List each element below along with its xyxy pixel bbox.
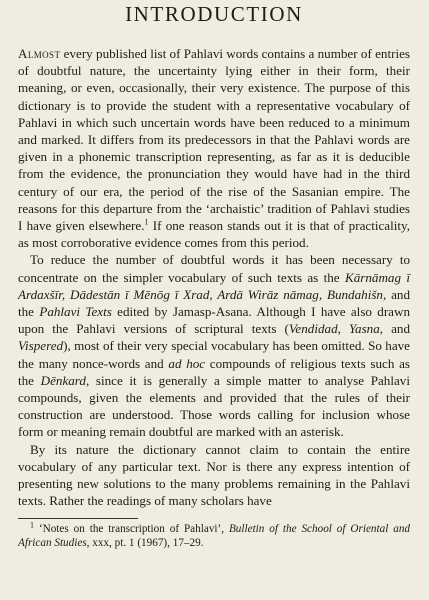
chapter-title: INTRODUCTION xyxy=(125,2,303,26)
paragraph-2 xyxy=(18,251,410,440)
paragraph-2-text: edited by Jamasp-Asana. Although I have also drawn upon the Pahlavi versions of scriptural texts ( xyxy=(18,304,410,337)
journal-title: Bulletin of the School of Oriental and African Studies xyxy=(18,523,411,550)
text-title: Vispered xyxy=(18,338,64,354)
paragraph-1-text-a: every published list of Pahlavi words contains a number of entries of doubtful nature, the uncertainty lying either in their form, their meaning, or even, occasionally, their very existence. The purpose of this dictionary is to provide the student with a representative vocabulary of Pahlavi in which such uncertain words have been reduced to a minimum and marked. It differs from its predecessors in that the Pahlavi words are given in a phonemic transcription representing, as far as it is deducible from the evidence, the pronunciation they would have had in the third century of our era, the period of the rise of the Sasanian empire. The reasons for this departure from the ‘archaistic’ tradition of Pahlavi studies I have given elsewhere. xyxy=(18,46,410,234)
paragraph-2-text: , since it is generally a simple matter to analyse Pahlavi compounds, given the elements and provided that the rules of their construction are understood. Those words calling for inclusion whose form or meaning remain doubtful are marked with an asterisk. xyxy=(18,372,410,440)
footnote-number: 1 xyxy=(30,520,34,530)
paragraph-3-text: By its nature the dictionary cannot claim to contain the entire vocabulary of any particular text. Nor is there any express intention of presenting new solutions to the many problems remaining in the Pahlavi texts. Rather the readings of many scholars have xyxy=(18,441,410,509)
paragraph-1 xyxy=(18,45,410,251)
paragraph-2-text: To reduce the number of doubtful words it has been necessary to concentrate on the simpler vocabulary of such texts as the xyxy=(18,252,410,285)
paragraph-lead-word: Almost xyxy=(18,46,61,61)
text-title: Pahlavi Texts xyxy=(39,304,112,320)
italic-phrase: ad hoc xyxy=(168,355,206,371)
paragraph-2-text: , and xyxy=(379,321,411,337)
paragraph-2-text: and the xyxy=(18,286,410,320)
text-title: Yasna xyxy=(348,321,380,337)
body-text xyxy=(18,45,410,509)
text-title: Vendidad xyxy=(288,321,338,337)
footnote-text: ‘Notes on the transcription of Pahlavi’, xyxy=(34,523,229,536)
paragraph-3 xyxy=(18,441,410,510)
paragraph-2-text: compounds of religious texts such as the xyxy=(18,355,411,388)
footnote-text: , xxx, pt. 1 (1967), 17–29. xyxy=(86,537,204,550)
text-titles: Kārnāmag ī Ardaxšīr, Dādestān ī Mēnōg ī Xrad, Ardā Wirāz nāmag, Bundahišn, xyxy=(18,269,410,302)
paragraph-2-text: ), most of their very special vocabulary has been omitted. So have the many nonce-words and xyxy=(18,338,410,371)
paragraph-1-text-b: If one reason stands out it is that of practicality, as most corroborative evidence comes from this period. xyxy=(18,218,410,251)
paragraph-2-text: , xyxy=(337,321,349,337)
footnote-rule xyxy=(18,518,138,519)
footnote-reference: 1 xyxy=(144,217,149,227)
text-title: Dēnkard xyxy=(40,372,86,388)
footnote xyxy=(18,522,410,550)
